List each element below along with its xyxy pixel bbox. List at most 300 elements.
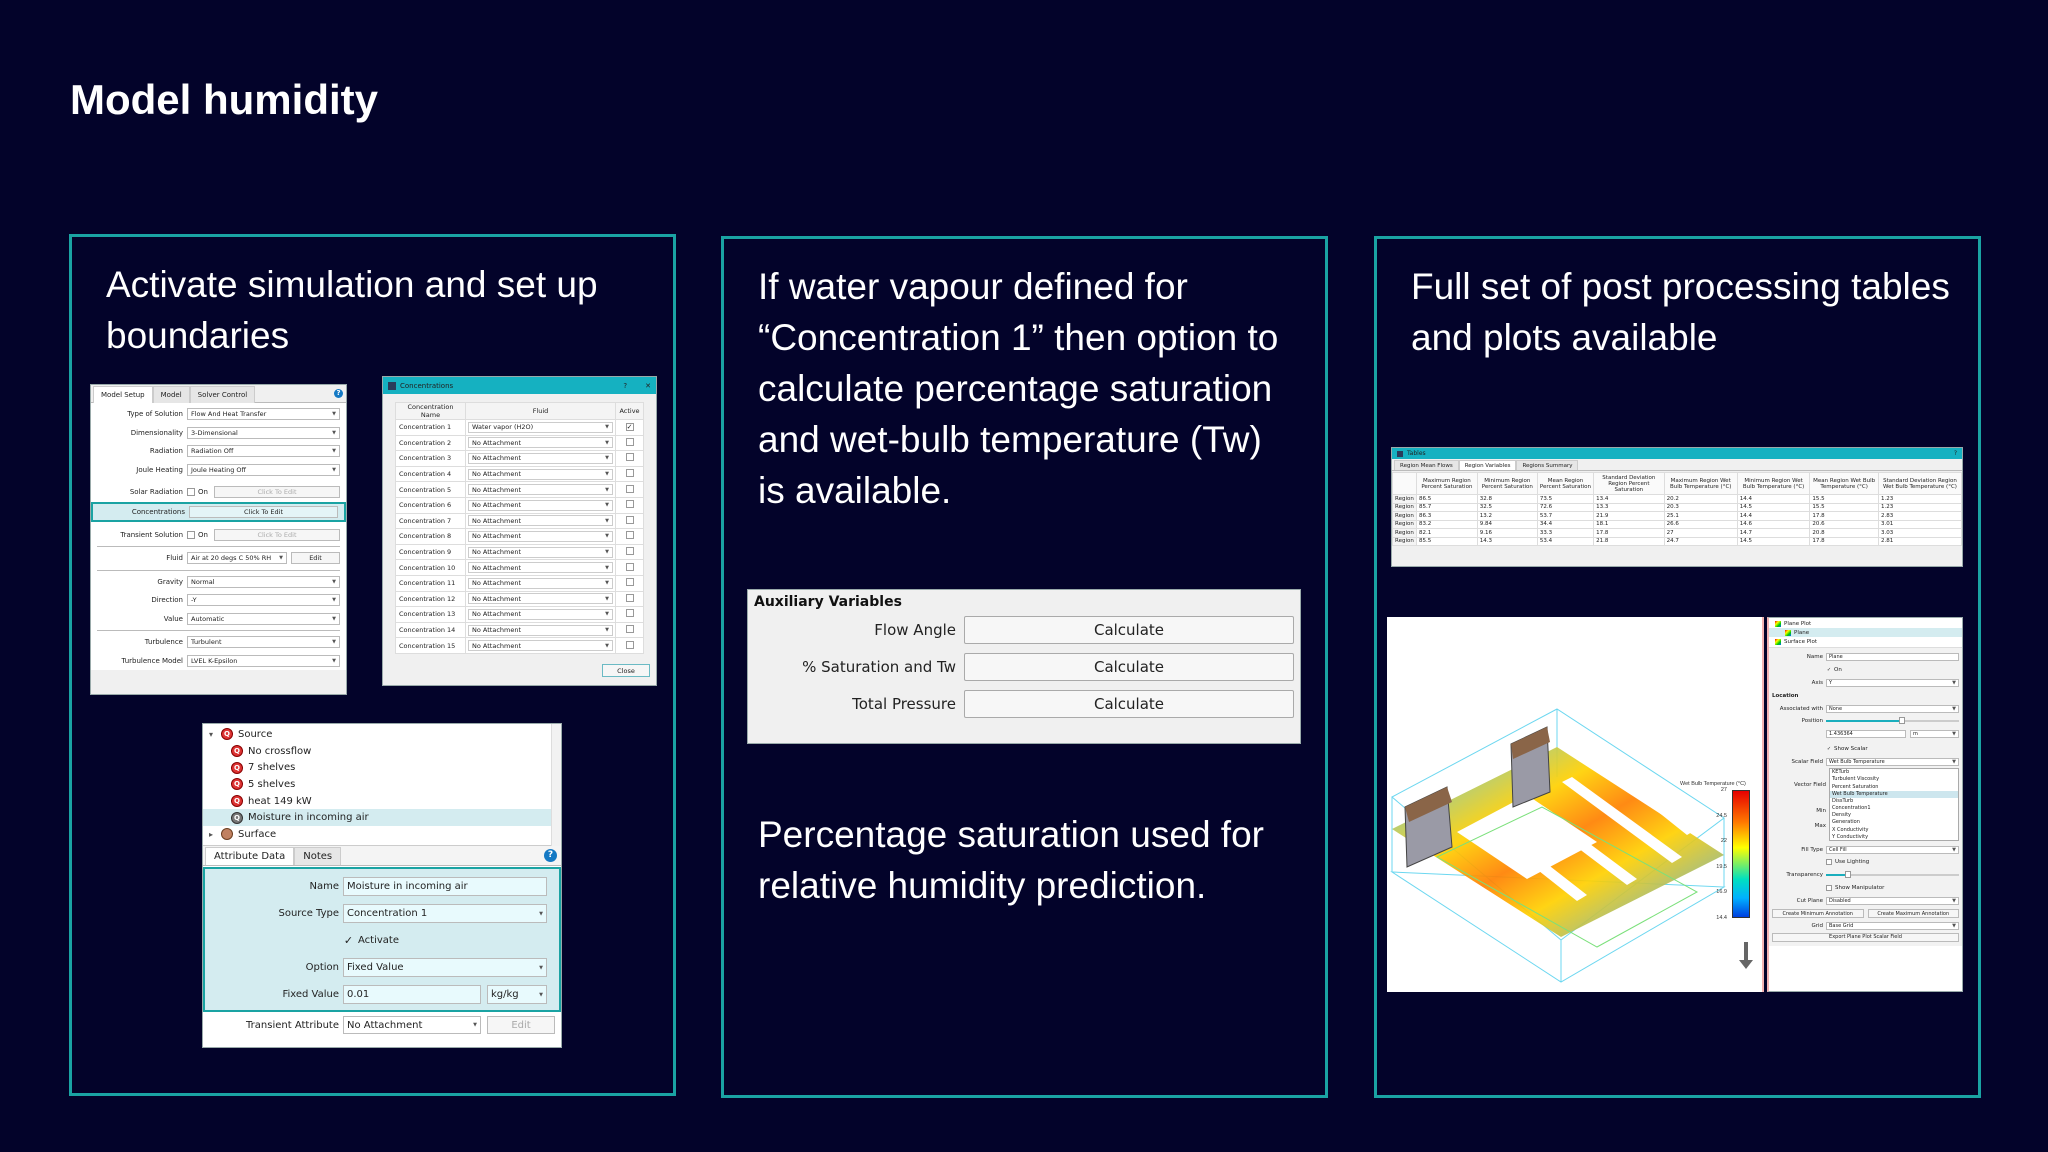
chevron-down-icon: ▼ (1952, 679, 1956, 686)
table-cell: 14.4 (1737, 495, 1810, 504)
tree-label: Plane (1794, 629, 1810, 636)
chevron-down-icon: ▼ (605, 580, 609, 587)
help-button[interactable]: ? (1953, 450, 1957, 457)
legend-tick-label: 27 (1720, 787, 1727, 793)
turbulence-model-select[interactable]: LVEL K-Epsilon ▼ (187, 655, 340, 667)
solar-radiation-checkbox[interactable] (187, 488, 195, 496)
concentrations-dialog (382, 376, 657, 686)
aux-label: % Saturation and Tw (802, 658, 956, 676)
chevron-down-icon: ▼ (605, 595, 609, 602)
region-label: Region (1393, 495, 1417, 504)
joule-heating-select[interactable]: Joule Heating Off ▼ (187, 464, 340, 476)
chevron-down-icon: ▼ (605, 642, 609, 649)
calculate-flow-angle-button[interactable]: Calculate (964, 616, 1294, 644)
dropdown-option[interactable]: X Conductivity (1832, 826, 1869, 833)
field-label: Scalar Field (1791, 758, 1823, 765)
table-cell: 14.3 (1477, 537, 1537, 546)
table-cell: 73.5 (1537, 495, 1593, 504)
plane-on-checkbox[interactable]: ✓ (1826, 667, 1832, 674)
fluid-select[interactable]: No Attachment ▼ (468, 578, 613, 589)
concentration-name: Concentration 8 (396, 529, 466, 545)
create-maximum-annotation-button[interactable]: Create Maximum Annotation (1868, 909, 1960, 918)
tree-item[interactable] (1769, 637, 1962, 646)
column-header: Minimum Region Wet Bulb Temperature (°C) (1737, 473, 1810, 495)
card-setup-text: Activate simulation and set up boundaries (106, 264, 598, 356)
table-cell: 17.8 (1810, 537, 1879, 546)
table-cell: 20.6 (1810, 520, 1879, 529)
scalar-field-select[interactable]: Wet Bulb Temperature ▼ (1826, 758, 1959, 766)
checkbox-label: Show Scalar (1834, 745, 1868, 752)
chevron-down-icon: ▼ (332, 657, 336, 664)
column-header: Maximum Region Percent Saturation (1417, 473, 1478, 495)
tree-label: Plane Plot (1784, 620, 1812, 627)
chevron-down-icon: ▼ (605, 439, 609, 446)
active-checkbox[interactable] (626, 516, 634, 524)
field-label: Joule Heating (136, 465, 183, 474)
table-cell: 86.3 (1417, 512, 1478, 521)
active-checkbox[interactable] (626, 531, 634, 539)
active-checkbox[interactable] (626, 438, 634, 446)
table-cell: 34.4 (1537, 520, 1593, 529)
dropdown-option[interactable]: Concentration1 (1832, 805, 1871, 812)
table-cell: 83.2 (1417, 520, 1478, 529)
legend-tick-label: 24.5 (1716, 812, 1727, 819)
expander-icon[interactable]: ▾ (209, 729, 214, 739)
table-row (396, 575, 644, 591)
grid-select[interactable]: Base Grid ▼ (1826, 922, 1959, 930)
tree-item[interactable] (203, 776, 561, 793)
field-label: Vector Field (1794, 782, 1826, 789)
direction-select[interactable]: -Y ▼ (187, 594, 340, 606)
table-cell: 13.3 (1594, 503, 1665, 512)
table-row[interactable] (1393, 503, 1962, 512)
field-label: Direction (151, 596, 183, 605)
source-type-select[interactable]: Concentration 1 ▼ (343, 904, 547, 923)
tree-item[interactable] (203, 809, 561, 826)
column-header: Active (616, 403, 644, 420)
chevron-down-icon: ▼ (605, 471, 609, 478)
show-scalar-checkbox[interactable]: ✓ (1826, 745, 1832, 752)
concentration-name: Concentration 2 (396, 435, 466, 451)
transient-attribute-select[interactable]: No Attachment ▼ (343, 1016, 481, 1034)
checkbox-label: On (1834, 667, 1842, 674)
value-select[interactable]: Automatic ▼ (187, 613, 340, 625)
chevron-down-icon: ▼ (473, 1022, 477, 1028)
fluid-select[interactable]: No Attachment ▼ (468, 625, 613, 636)
dropdown-option[interactable]: Density (1832, 812, 1852, 819)
field-label: Option (305, 962, 339, 973)
active-checkbox[interactable] (626, 641, 634, 649)
tree-label: Surface Plot (1784, 638, 1818, 645)
active-checkbox[interactable] (626, 578, 634, 586)
field-label: Transparency (1786, 872, 1823, 879)
fluid-select[interactable]: No Attachment ▼ (468, 531, 613, 542)
source-icon: Q (231, 762, 243, 774)
table-row (396, 560, 644, 576)
close-button[interactable]: Close (602, 664, 650, 677)
tree-item[interactable] (1769, 628, 1962, 637)
export-plane-plot-button[interactable]: Export Plane Plot Scalar Field (1772, 933, 1959, 942)
card-humidity-calc-text: If water vapour defined for “Concentration 1” then option to calculate percentage saturation and wet-bulb temperature (Tw) is available. (758, 266, 1279, 511)
option-select[interactable]: Fixed Value ▼ (343, 958, 547, 977)
position-input[interactable]: 1.436364 (1826, 730, 1906, 738)
field-label: Position (1801, 718, 1823, 725)
column-header: Maximum Region Wet Bulb Temperature (°C) (1664, 473, 1737, 495)
active-checkbox[interactable] (626, 625, 634, 633)
fluid-select[interactable]: No Attachment ▼ (468, 500, 613, 511)
active-checkbox[interactable] (626, 547, 634, 555)
field-label: Radiation (149, 447, 183, 456)
chevron-down-icon: ▼ (1952, 923, 1956, 930)
plot-icon (1775, 639, 1781, 645)
transient-solution-checkbox[interactable] (187, 531, 195, 539)
color-legend-bar (1732, 790, 1750, 918)
close-icon[interactable]: ✕ (645, 381, 651, 390)
radiation-select[interactable]: Radiation Off ▼ (187, 445, 340, 457)
fluid-select[interactable]: No Attachment ▼ (468, 593, 613, 604)
table-cell: 85.5 (1417, 537, 1478, 546)
tree-item[interactable] (203, 726, 561, 743)
fluid-edit-button[interactable]: Edit (291, 552, 340, 564)
table-row (396, 591, 644, 607)
cut-plane-select[interactable]: Disabled ▼ (1826, 897, 1959, 905)
checkbox-label: Show Manipulator (1835, 884, 1885, 891)
table-cell: 32.8 (1477, 495, 1537, 504)
tree-scrollbar[interactable] (551, 724, 561, 846)
table-cell: 14.4 (1737, 512, 1810, 521)
fluid-select[interactable]: No Attachment ▼ (468, 609, 613, 620)
field-label: Source Type (278, 908, 339, 919)
table-cell: 20.2 (1664, 495, 1737, 504)
column-header: Mean Region Percent Saturation (1537, 473, 1593, 495)
concentration-name: Concentration 11 (396, 575, 466, 591)
tree-item[interactable] (203, 759, 561, 776)
field-label: Concentrations (131, 507, 185, 516)
fluid-select[interactable]: No Attachment ▼ (468, 515, 613, 526)
region-variables-table (1392, 472, 1962, 546)
tree-label: No crossflow (248, 745, 312, 757)
tree-item[interactable] (203, 743, 561, 760)
concentration-name: Concentration 5 (396, 482, 466, 498)
chevron-down-icon: ▼ (332, 578, 336, 585)
scalar-field-dropdown-list[interactable] (1829, 768, 1959, 841)
table-row[interactable] (1393, 529, 1962, 538)
source-icon: Q (231, 795, 243, 807)
concentration-name: Concentration 7 (396, 513, 466, 529)
fluid-select[interactable]: No Attachment ▼ (468, 547, 613, 558)
fluid-select[interactable]: Air at 20 degs C 50% RH ▼ (187, 552, 287, 564)
table-row (396, 435, 644, 451)
type-of-solution-select[interactable]: Flow And Heat Transfer ▼ (187, 408, 340, 420)
fill-type-select[interactable]: Cell Fill ▼ (1826, 846, 1959, 854)
app-icon (1397, 451, 1403, 457)
source-icon: Q (231, 812, 243, 824)
region-label: Region (1393, 512, 1417, 521)
column-header: Standard Deviation Region Wet Bulb Temperature (°C) (1878, 473, 1961, 495)
table-cell: 25.1 (1664, 512, 1737, 521)
checkbox-label: On (198, 488, 208, 497)
table-cell: 21.9 (1594, 512, 1665, 521)
legend-tick-label: 16.9 (1716, 889, 1727, 896)
surface-icon (221, 828, 233, 840)
concentration-name: Concentration 1 (396, 420, 466, 436)
source-icon: Q (221, 728, 233, 740)
active-checkbox[interactable] (626, 563, 634, 571)
dimensionality-select[interactable]: 3-Dimensional ▼ (187, 427, 340, 439)
table-cell: 15.5 (1810, 495, 1879, 504)
dropdown-option[interactable]: Wet Bulb Temperature (1830, 791, 1958, 798)
transparency-slider[interactable] (1826, 874, 1959, 876)
concentration-name: Concentration 10 (396, 560, 466, 576)
active-checkbox[interactable] (626, 500, 634, 508)
fluid-select[interactable]: No Attachment ▼ (468, 484, 613, 495)
dropdown-option[interactable]: Turbulent Viscosity (1832, 776, 1880, 783)
table-row (396, 497, 644, 513)
associated-with-select[interactable]: None ▼ (1826, 705, 1959, 713)
fluid-select[interactable]: No Attachment ▼ (468, 469, 613, 480)
checkbox-label: Activate (358, 935, 399, 946)
create-minimum-annotation-button[interactable]: Create Minimum Annotation (1772, 909, 1864, 918)
app-icon (388, 382, 396, 390)
legend-title: Wet Bulb Temperature (°C) (1680, 781, 1746, 787)
plane-name-input[interactable]: Plane (1826, 653, 1959, 661)
table-row[interactable] (1393, 537, 1962, 546)
tab-region-mean-flows[interactable]: Region Mean Flows (1394, 460, 1459, 470)
table-cell: 1.23 (1878, 503, 1961, 512)
active-checkbox[interactable]: ✓ (626, 423, 633, 432)
table-cell: 20.3 (1664, 503, 1737, 512)
chevron-down-icon: ▼ (1952, 731, 1956, 738)
concentration-name: Concentration 4 (396, 466, 466, 482)
position-slider[interactable] (1826, 720, 1959, 722)
region-label: Region (1393, 537, 1417, 546)
source-icon: Q (231, 745, 243, 757)
legend-tick-label: 19.5 (1716, 863, 1727, 870)
table-cell: 72.6 (1537, 503, 1593, 512)
field-label: Transient Solution (120, 530, 183, 539)
table-row (396, 451, 644, 467)
source-attribute-panel (202, 723, 562, 1048)
table-cell: 13.2 (1477, 512, 1537, 521)
checkbox-label: Use Lighting (1835, 859, 1870, 866)
tab-model[interactable]: Model (153, 386, 190, 403)
table-cell: 14.5 (1737, 537, 1810, 546)
active-checkbox[interactable] (626, 453, 634, 461)
active-checkbox[interactable] (626, 485, 634, 493)
table-row (396, 466, 644, 482)
table-row (396, 482, 644, 498)
tab-regions-summary[interactable]: Regions Summary (1516, 460, 1578, 470)
use-lighting-checkbox[interactable] (1826, 859, 1832, 865)
active-checkbox[interactable] (626, 609, 634, 617)
model-setup-panel (90, 384, 347, 695)
chevron-down-icon: ▼ (1952, 705, 1956, 712)
tab-attribute-data[interactable]: Attribute Data (205, 847, 294, 865)
tab-model-setup[interactable]: Model Setup (93, 386, 153, 403)
chevron-down-icon: ▼ (279, 555, 283, 562)
table-cell: 17.8 (1594, 529, 1665, 538)
activate-checkbox[interactable]: ✓ (343, 933, 354, 947)
table-cell: 9.16 (1477, 529, 1537, 538)
tree-label: Source (238, 728, 273, 740)
dropdown-option[interactable]: Percent Saturation (1832, 783, 1879, 790)
dropdown-option[interactable]: Y Conductivity (1832, 833, 1869, 840)
table-cell: 2.83 (1878, 512, 1961, 521)
concentrations-edit-button[interactable]: Click To Edit (189, 506, 338, 518)
chevron-down-icon: ▼ (605, 627, 609, 634)
turbulence-select[interactable]: Turbulent ▼ (187, 636, 340, 648)
fluid-select[interactable]: No Attachment ▼ (468, 453, 613, 464)
wet-bulb-plane-plot (1387, 617, 1764, 992)
table-row (396, 638, 644, 654)
card-post-processing-text: Full set of post processing tables and plots available (1411, 266, 1950, 358)
aux-label: Flow Angle (874, 621, 956, 639)
chevron-down-icon: ▼ (605, 533, 609, 540)
field-label: Turbulence Model (121, 656, 183, 665)
table-cell: 3.03 (1878, 529, 1961, 538)
table-cell: 13.4 (1594, 495, 1665, 504)
table-row[interactable] (1393, 495, 1962, 504)
table-row (396, 420, 644, 436)
tree-item[interactable] (1769, 619, 1962, 628)
field-label: Name (1806, 654, 1823, 661)
chevron-down-icon: ▼ (332, 429, 336, 436)
show-manipulator-checkbox[interactable] (1826, 885, 1832, 891)
source-icon: Q (231, 778, 243, 790)
tab-region-variables[interactable]: Region Variables (1459, 460, 1517, 470)
auxiliary-variables-panel (747, 589, 1301, 744)
help-icon[interactable]: ? (334, 389, 343, 398)
name-input[interactable]: Moisture in incoming air (343, 877, 547, 896)
concentration-name: Concentration 9 (396, 544, 466, 560)
table-cell: 20.8 (1810, 529, 1879, 538)
chevron-down-icon: ▼ (605, 486, 609, 493)
chevron-down-icon: ▼ (605, 502, 609, 509)
field-label: Turbulence (144, 638, 183, 647)
chevron-down-icon: ▼ (1952, 758, 1956, 765)
region-label: Region (1393, 503, 1417, 512)
chevron-down-icon: ▼ (605, 549, 609, 556)
column-header: Concentration Name (396, 403, 466, 420)
dropdown-option[interactable]: KETurb (1832, 769, 1850, 776)
table-cell: 24.7 (1664, 537, 1737, 546)
active-checkbox[interactable] (626, 469, 634, 477)
tab-notes[interactable]: Notes (294, 847, 341, 865)
concentration-name: Concentration 15 (396, 638, 466, 654)
table-cell: 18.1 (1594, 520, 1665, 529)
tree-label: 5 shelves (248, 778, 296, 790)
source-tree (203, 724, 561, 846)
table-cell: 26.6 (1664, 520, 1737, 529)
table-cell: 85.7 (1417, 503, 1478, 512)
fluid-select[interactable]: No Attachment ▼ (468, 562, 613, 573)
tab-solver-control[interactable]: Solver Control (190, 386, 256, 403)
plot-viewport[interactable] (1387, 617, 1764, 992)
column-header: Minimum Region Percent Saturation (1477, 473, 1537, 495)
field-label: Fixed Value (282, 989, 339, 1000)
location-heading: Location (1772, 692, 1799, 699)
field-label: Fluid (166, 554, 183, 563)
dropdown-option[interactable]: Generation (1832, 819, 1860, 826)
calculate-total-pressure-button[interactable]: Calculate (964, 690, 1294, 718)
table-cell: 14.6 (1737, 520, 1810, 529)
concentration-name: Concentration 3 (396, 451, 466, 467)
table-cell: 27 (1664, 529, 1737, 538)
gravity-select[interactable]: Normal ▼ (187, 576, 340, 588)
fluid-select[interactable]: No Attachment ▼ (468, 640, 613, 651)
chevron-down-icon: ▼ (1952, 846, 1956, 853)
table-cell: 3.01 (1878, 520, 1961, 529)
plot-icon (1785, 630, 1791, 636)
chevron-down-icon: ▼ (539, 991, 543, 998)
table-cell: 17.8 (1810, 512, 1879, 521)
tree-item[interactable] (203, 793, 561, 810)
field-label: Type of Solution (127, 410, 183, 419)
chevron-down-icon: ▼ (605, 517, 609, 524)
chevron-down-icon: ▼ (332, 448, 336, 455)
help-icon[interactable]: ? (544, 849, 557, 862)
unit-select[interactable]: kg/kg ▼ (487, 985, 547, 1004)
table-cell: 9.84 (1477, 520, 1537, 529)
window-title: Tables (1407, 450, 1426, 457)
axis-select[interactable]: Y ▼ (1826, 679, 1959, 687)
field-label: Associated with (1779, 705, 1823, 712)
table-row (396, 544, 644, 560)
field-label: Fill Type (1801, 846, 1823, 853)
aux-label: Total Pressure (852, 695, 956, 713)
tree-label: 7 shelves (248, 762, 296, 774)
aux-title: Auxiliary Variables (754, 594, 902, 610)
dropdown-option[interactable]: DissTurb (1832, 797, 1854, 804)
plot-icon (1775, 621, 1781, 627)
column-header: Mean Region Wet Bulb Temperature (°C) (1810, 473, 1879, 495)
transient-edit-button[interactable]: Click To Edit (214, 529, 340, 541)
table-row[interactable] (1393, 520, 1962, 529)
chevron-down-icon: ▼ (1952, 897, 1956, 904)
fluid-select[interactable]: Water vapor (H2O) ▼ (468, 422, 613, 433)
table-row[interactable] (1393, 512, 1962, 521)
position-unit-select[interactable]: m ▼ (1910, 730, 1959, 738)
card-humidity-note: Percentage saturation used for relative humidity prediction. (758, 814, 1264, 906)
fluid-select[interactable]: No Attachment ▼ (468, 437, 613, 448)
transient-attribute-edit-button[interactable]: Edit (487, 1016, 555, 1034)
active-checkbox[interactable] (626, 594, 634, 602)
plane-plot-tree (1769, 618, 1962, 648)
table-row (396, 529, 644, 545)
table-cell: 86.5 (1417, 495, 1478, 504)
region-label: Region (1393, 529, 1417, 538)
fixed-value-input[interactable]: 0.01 (343, 985, 481, 1004)
solar-radiation-edit-button[interactable]: Click To Edit (214, 486, 340, 498)
chevron-down-icon: ▼ (605, 611, 609, 618)
dialog-title: Concentrations (400, 381, 454, 390)
chevron-down-icon: ▼ (332, 411, 336, 418)
concentrations-row (91, 502, 346, 522)
region-label: Region (1393, 520, 1417, 529)
table-cell: 32.5 (1477, 503, 1537, 512)
table-row (396, 513, 644, 529)
column-header: Fluid (466, 403, 616, 420)
legend-tick-label: 22 (1720, 838, 1727, 845)
expander-icon[interactable]: ▸ (209, 829, 214, 839)
chevron-down-icon: ▼ (539, 964, 543, 971)
chevron-down-icon: ▼ (332, 639, 336, 646)
chevron-down-icon: ▼ (539, 910, 543, 917)
tree-item[interactable] (203, 826, 561, 843)
table-row (396, 622, 644, 638)
help-button[interactable]: ? (623, 381, 628, 390)
calculate-saturation-tw-button[interactable]: Calculate (964, 653, 1294, 681)
